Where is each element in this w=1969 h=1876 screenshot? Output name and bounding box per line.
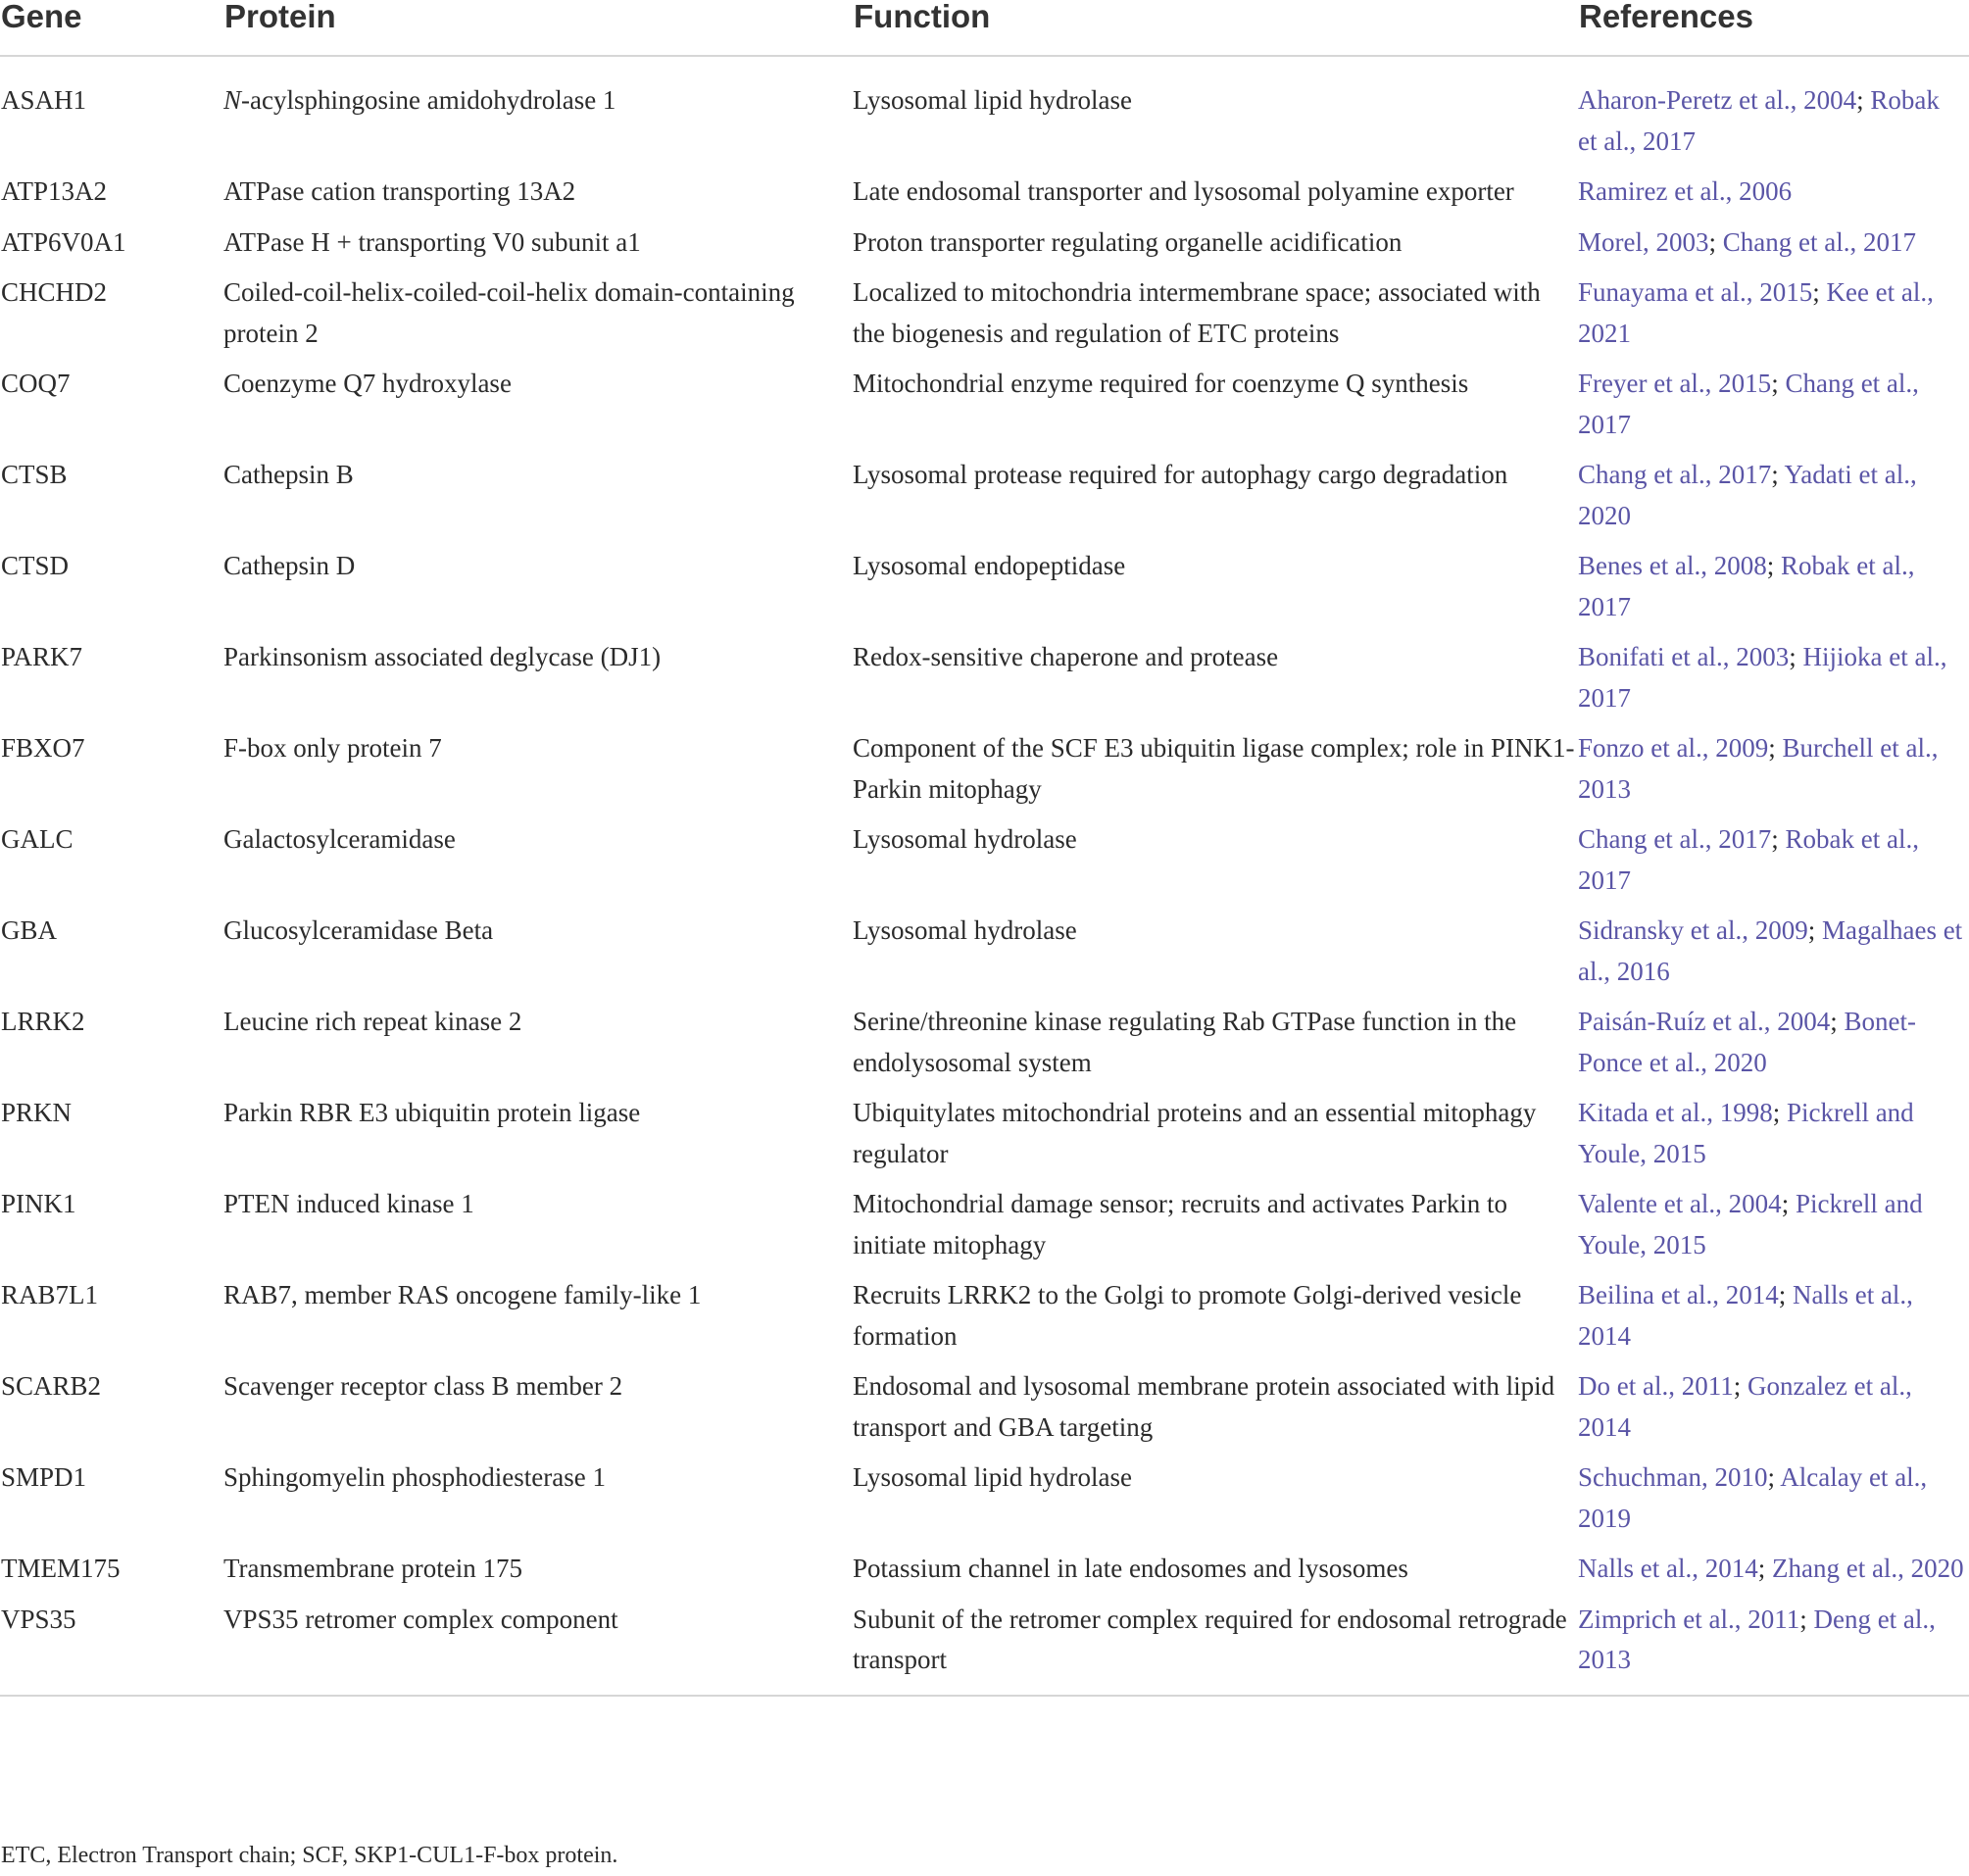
cell-protein	[223, 637, 853, 728]
cell-gene: PARK7	[1, 642, 83, 671]
cell-function: Lysosomal endopeptidase	[853, 551, 1126, 580]
protein-name: Glucosylceramidase Beta	[223, 915, 494, 945]
cell-protein	[223, 1600, 853, 1696]
protein-name: ATPase H + transporting V0 subunit a1	[223, 226, 641, 257]
reference-separator: ;	[1830, 1007, 1845, 1036]
cell-function: Redox-sensitive chaperone and protease	[853, 642, 1279, 671]
cell-references	[1578, 1093, 1969, 1184]
reference-link[interactable]: Paisán-Ruíz et al., 2004	[1578, 1007, 1831, 1036]
reference-separator: ;	[1708, 226, 1723, 257]
reference-separator: ;	[1812, 277, 1827, 307]
cell-gene: GBA	[1, 915, 58, 945]
header-references: References	[1578, 0, 1969, 56]
protein-name: Scavenger receptor class B member 2	[223, 1371, 623, 1401]
cell-function: Lysosomal lipid hydrolase	[853, 1462, 1132, 1492]
cell-gene: CHCHD2	[1, 277, 108, 307]
cell-references	[1578, 819, 1969, 911]
reference-separator: ;	[1733, 1371, 1747, 1401]
reference-link[interactable]: Pickrell and Youle, 2015	[1578, 1189, 1923, 1259]
cell-protein	[223, 1093, 853, 1184]
table-row	[0, 272, 1969, 364]
cell-gene: COQ7	[1, 369, 71, 398]
table-header-row	[0, 0, 1969, 56]
reference-link[interactable]: Chang et al., 2017	[1722, 226, 1916, 257]
cell-protein	[223, 1549, 853, 1600]
cell-references	[1578, 1002, 1969, 1093]
protein-name: Cathepsin D	[223, 551, 356, 580]
cell-protein	[223, 364, 853, 455]
table-row	[0, 1002, 1969, 1093]
cell-protein	[223, 1366, 853, 1457]
protein-name: Cathepsin B	[223, 460, 354, 489]
cell-references	[1578, 272, 1969, 364]
cell-gene: CTSB	[1, 460, 68, 489]
cell-gene: CTSD	[1, 551, 70, 580]
cell-references	[1578, 728, 1969, 819]
cell-gene: SCARB2	[1, 1371, 102, 1401]
reference-link[interactable]: Valente et al., 2004	[1578, 1189, 1782, 1218]
reference-separator: ;	[1807, 915, 1822, 945]
cell-references	[1578, 56, 1969, 172]
cell-function: Potassium channel in late endosomes and lysosomes	[853, 1554, 1408, 1583]
cell-function: Endosomal and lysosomal membrane protein associated with lipid transport and GBA targeting	[853, 1371, 1555, 1442]
cell-gene: TMEM175	[1, 1554, 121, 1583]
cell-protein	[223, 455, 853, 546]
cell-protein	[223, 1457, 853, 1549]
table-row	[0, 1366, 1969, 1457]
reference-link[interactable]: Magalhaes et al., 2016	[1578, 915, 1963, 986]
reference-link[interactable]: Nalls et al., 2014	[1578, 1554, 1758, 1583]
table-row	[0, 911, 1969, 1002]
cell-protein	[223, 222, 853, 273]
protein-name: ATPase cation transporting 13A2	[223, 176, 576, 206]
cell-gene: RAB7L1	[1, 1280, 99, 1309]
cell-function: Late endosomal transporter and lysosomal polyamine exporter	[853, 176, 1514, 206]
reference-link[interactable]: Chang et al., 2017	[1578, 460, 1772, 489]
cell-references	[1578, 546, 1969, 637]
reference-link[interactable]: Funayama et al., 2015	[1578, 277, 1813, 307]
table-row	[0, 364, 1969, 455]
cell-function: Lysosomal lipid hydrolase	[853, 85, 1132, 115]
cell-function: Lysosomal hydrolase	[853, 915, 1077, 945]
cell-references	[1578, 364, 1969, 455]
cell-function: Mitochondrial damage sensor; recruits and activates Parkin to initiate mitophagy	[853, 1189, 1508, 1259]
cell-function: Recruits LRRK2 to the Golgi to promote Golgi-derived vesicle formation	[853, 1280, 1522, 1351]
cell-gene: VPS35	[0, 1600, 223, 1696]
reference-separator: ;	[1778, 1280, 1793, 1309]
cell-function: Subunit of the retromer complex required for endosomal retrograde transport	[853, 1600, 1578, 1696]
protein-italic-prefix: N	[223, 85, 242, 115]
protein-name: -acylsphingosine amidohydrolase 1	[241, 85, 616, 115]
cell-references	[1578, 1366, 1969, 1457]
table-row	[0, 172, 1969, 222]
reference-separator: ;	[1757, 1554, 1772, 1583]
cell-gene: LRRK2	[1, 1007, 85, 1036]
cell-protein	[223, 1275, 853, 1366]
protein-name: F-box only protein 7	[223, 733, 442, 763]
reference-separator: ;	[1789, 642, 1803, 671]
protein-name: Sphingomyelin phosphodiesterase 1	[223, 1462, 606, 1492]
reference-link[interactable]: Deng et al., 2013	[1578, 1604, 1936, 1674]
cell-gene: GALC	[1, 824, 74, 854]
cell-gene: FBXO7	[1, 733, 85, 763]
reference-link[interactable]: Alcalay et al., 2019	[1578, 1462, 1928, 1533]
cell-function: Lysosomal hydrolase	[853, 824, 1077, 854]
protein-name: Coiled-coil-helix-coiled-coil-helix domain-containing protein 2	[223, 277, 795, 348]
reference-link[interactable]: Gonzalez et al., 2014	[1578, 1371, 1912, 1442]
reference-separator: ;	[1772, 1098, 1787, 1127]
reference-link[interactable]: Nalls et al., 2014	[1578, 1280, 1913, 1351]
reference-link[interactable]: Beilina et al., 2014	[1578, 1280, 1779, 1309]
reference-link[interactable]: Sidransky et al., 2009	[1578, 915, 1808, 945]
cell-function: Lysosomal protease required for autophagy cargo degradation	[853, 460, 1508, 489]
cell-function: Proton transporter regulating organelle acidification	[853, 226, 1403, 257]
cell-protein	[223, 56, 853, 172]
cell-references	[1578, 222, 1969, 273]
reference-separator: ;	[1767, 1462, 1781, 1492]
header-function: Function	[853, 0, 1578, 56]
reference-link[interactable]: Fonzo et al., 2009	[1578, 733, 1769, 763]
reference-link[interactable]: Chang et al., 2017	[1578, 369, 1919, 439]
cell-gene: ATP6V0A1	[1, 226, 126, 257]
reference-separator: ;	[1771, 824, 1786, 854]
table-row	[0, 455, 1969, 546]
table-row	[0, 1600, 1969, 1696]
reference-link[interactable]: Freyer et al., 2015	[1578, 369, 1772, 398]
table-row	[0, 1275, 1969, 1366]
reference-separator: ;	[1799, 1604, 1814, 1634]
cell-gene: PINK1	[1, 1189, 76, 1218]
cell-references	[1578, 1184, 1969, 1275]
protein-name: PTEN induced kinase 1	[223, 1189, 474, 1218]
cell-references	[1578, 1600, 1969, 1696]
protein-name: Parkinsonism associated deglycase (DJ1)	[223, 642, 662, 671]
cell-references	[1578, 1457, 1969, 1549]
table-row	[0, 222, 1969, 273]
reference-separator: ;	[1768, 733, 1783, 763]
cell-function: Mitochondrial enzyme required for coenzyme Q synthesis	[853, 369, 1469, 398]
reference-link[interactable]: Ramirez et al., 2006	[1578, 176, 1793, 206]
table-row	[0, 728, 1969, 819]
protein-name: Transmembrane protein 175	[223, 1554, 522, 1583]
cell-protein	[223, 172, 853, 222]
table-footnote: ETC, Electron Transport chain; SCF, SKP1-CUL1-F-box protein.	[1, 1843, 618, 1868]
reference-link[interactable]: Morel, 2003	[1578, 226, 1709, 257]
reference-link[interactable]: Bonifati et al., 2003	[1578, 642, 1790, 671]
reference-link[interactable]: Do et al., 2011	[1578, 1371, 1734, 1401]
reference-separator: ;	[1781, 1189, 1796, 1218]
reference-link[interactable]: Schuchman, 2010	[1578, 1462, 1768, 1492]
cell-protein	[223, 272, 853, 364]
reference-link[interactable]: Pickrell and Youle, 2015	[1578, 1098, 1914, 1168]
reference-link[interactable]: Bonet-Ponce et al., 2020	[1578, 1007, 1916, 1077]
table-row	[0, 1457, 1969, 1549]
table-row	[0, 1093, 1969, 1184]
cell-protein	[223, 1002, 853, 1093]
protein-name: VPS35 retromer complex component	[223, 1604, 618, 1634]
cell-protein	[223, 728, 853, 819]
cell-function: Serine/threonine kinase regulating Rab GTPase function in the endolysosomal system	[853, 1007, 1517, 1077]
reference-link[interactable]: Robak et al., 2017	[1578, 824, 1919, 895]
table-body	[0, 56, 1969, 1696]
reference-link[interactable]: Robak et al., 2017	[1578, 85, 1940, 156]
protein-name: Galactosylceramidase	[223, 824, 456, 854]
cell-function: Component of the SCF E3 ubiquitin ligase complex; role in PINK1-Parkin mitophagy	[853, 733, 1575, 804]
cell-gene: ATP13A2	[1, 176, 108, 206]
reference-link[interactable]: Kee et al., 2021	[1578, 277, 1934, 348]
protein-name: Coenzyme Q7 hydroxylase	[223, 369, 512, 398]
reference-separator: ;	[1771, 369, 1786, 398]
table-row	[0, 1549, 1969, 1600]
cell-protein	[223, 546, 853, 637]
table-row	[0, 546, 1969, 637]
cell-protein	[223, 911, 853, 1002]
reference-link[interactable]: Aharon-Peretz et al., 2004	[1578, 85, 1857, 115]
cell-references	[1578, 1275, 1969, 1366]
reference-link[interactable]: Zhang et al., 2020	[1771, 1554, 1964, 1583]
protein-name: Leucine rich repeat kinase 2	[223, 1007, 522, 1036]
reference-separator: ;	[1771, 460, 1785, 489]
reference-link[interactable]: Chang et al., 2017	[1578, 824, 1772, 854]
cell-gene: ASAH1	[1, 85, 87, 115]
reference-separator: ;	[1856, 85, 1871, 115]
cell-function: Ubiquitylates mitochondrial proteins and an essential mitophagy regulator	[853, 1098, 1537, 1168]
table-row	[0, 1184, 1969, 1275]
cell-protein	[223, 1184, 853, 1275]
cell-references	[1578, 911, 1969, 1002]
cell-function: Localized to mitochondria intermembrane space; associated with the biogenesis and regulation of ETC proteins	[853, 277, 1541, 348]
cell-gene: PRKN	[1, 1098, 73, 1127]
cell-references	[1578, 172, 1969, 222]
table-row	[0, 819, 1969, 911]
reference-link[interactable]: Burchell et al., 2013	[1578, 733, 1939, 804]
cell-references	[1578, 1549, 1969, 1600]
header-protein: Protein	[223, 0, 853, 56]
protein-name: Parkin RBR E3 ubiquitin protein ligase	[223, 1098, 641, 1127]
cell-references	[1578, 637, 1969, 728]
header-gene: Gene	[0, 0, 223, 56]
reference-link[interactable]: Yadati et al., 2020	[1578, 460, 1917, 530]
table-row	[0, 637, 1969, 728]
reference-link[interactable]: Kitada et al., 1998	[1578, 1098, 1773, 1127]
reference-link[interactable]: Zimprich et al., 2011	[1578, 1604, 1800, 1634]
reference-link[interactable]: Benes et al., 2008	[1578, 551, 1767, 580]
reference-link[interactable]: Hijioka et al., 2017	[1578, 642, 1947, 713]
cell-references	[1578, 455, 1969, 546]
protein-name: RAB7, member RAS oncogene family-like 1	[223, 1280, 702, 1309]
cell-protein	[223, 819, 853, 911]
cell-gene: SMPD1	[1, 1462, 87, 1492]
reference-link[interactable]: Robak et al., 2017	[1578, 551, 1915, 621]
table-row	[0, 56, 1969, 172]
reference-separator: ;	[1766, 551, 1781, 580]
